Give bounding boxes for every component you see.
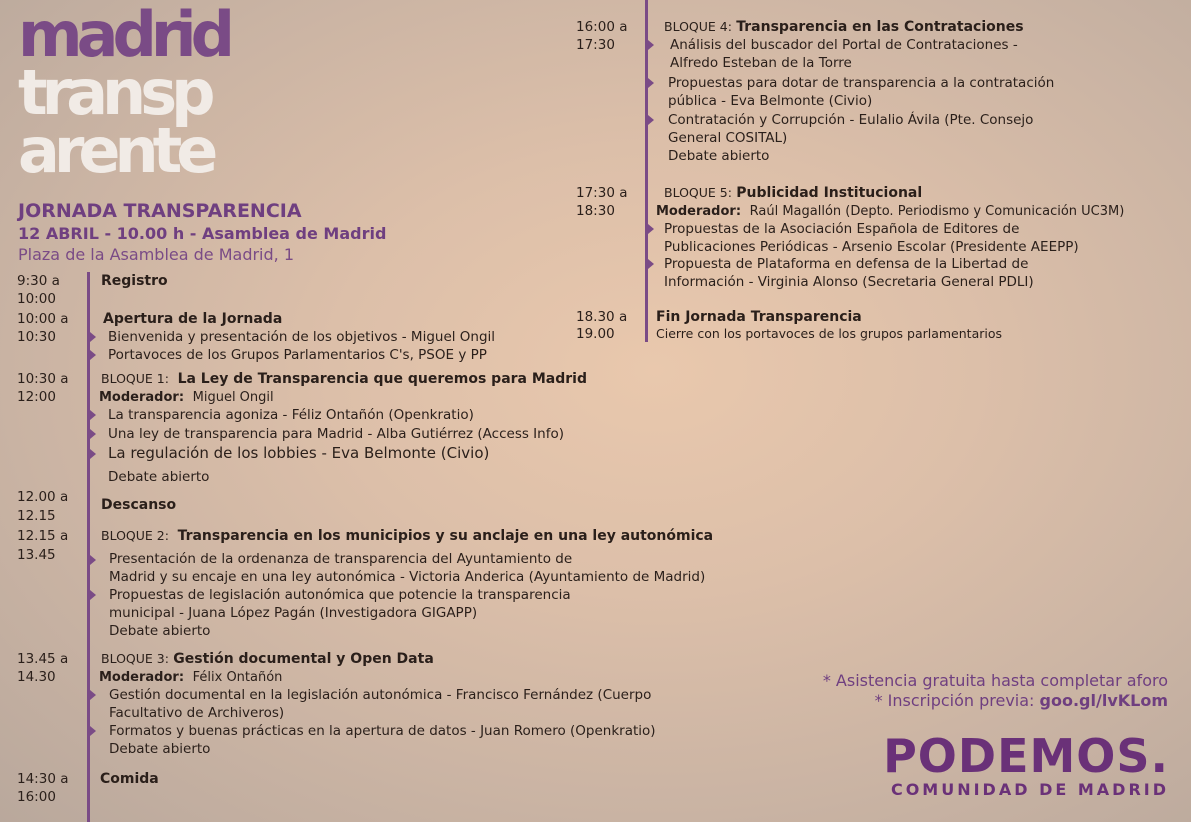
block-label: BLOQUE 5: <box>664 185 732 200</box>
bullet-icon <box>90 410 96 420</box>
time-start: 12.15 a <box>17 528 69 544</box>
time-start: 12.00 a <box>17 489 69 505</box>
brand-name: PODEMOS. <box>883 729 1169 783</box>
session-item: Debate abierto <box>109 741 211 757</box>
session-item: Propuestas para dotar de transparencia a la contratación <box>668 75 1055 91</box>
time-end: 10:30 <box>17 329 56 345</box>
time-end: 17:30 <box>576 37 615 53</box>
block-heading <box>101 370 587 388</box>
bullet-icon <box>90 350 96 360</box>
session-item: Facultativo de Archiveros) <box>109 705 285 721</box>
session-item: Propuesta de Plataforma en defensa de la Libertad de <box>664 256 1029 272</box>
session-item: Madrid y su encaje en una ley autonómica - Victoria Anderica (Ayuntamiento de Madrid) <box>109 569 706 585</box>
time-start: 10:00 a <box>17 311 69 327</box>
moderator-name: Raúl Magallón (Depto. Periodismo y Comunicación UC3M) <box>749 204 1125 219</box>
event-title: JORNADA TRANSPARENCIA <box>18 200 302 222</box>
time-start: 14:30 a <box>17 771 69 787</box>
session-item: Gestión documental en la legislación autonómica - Francisco Fernández (Cuerpo <box>109 687 652 703</box>
time-start: 17:30 a <box>576 185 628 201</box>
time-end: 10:00 <box>17 291 56 307</box>
brand-logo <box>883 729 1169 800</box>
session-item: Propuestas de la Asociación Española de Editores de <box>664 221 1020 237</box>
session-item: pública - Eva Belmonte (Civio) <box>668 93 873 109</box>
session-item: Alfredo Esteban de la Torre <box>670 55 852 71</box>
bullet-icon <box>90 555 96 565</box>
time-end: 19.00 <box>576 326 615 342</box>
note-registration <box>875 691 1168 710</box>
block-title: La Ley de Transparencia que queremos para Madrid <box>177 371 588 387</box>
session-item: Una ley de transparencia para Madrid - Alba Gutiérrez (Access Info) <box>108 426 565 442</box>
time-end: 18:30 <box>576 203 615 219</box>
session-title: Registro <box>101 273 168 289</box>
note-free-attendance: * Asistencia gratuita hasta completar aforo <box>822 671 1168 690</box>
session-item: Bienvenida y presentación de los objetivos - Miguel Ongil <box>108 329 496 345</box>
bullet-icon <box>90 726 96 736</box>
session-title: Comida <box>100 771 159 787</box>
bullet-icon <box>90 690 96 700</box>
block-title: Transparencia en las Contrataciones <box>736 19 1024 35</box>
event-date: 12 ABRIL - 10.00 h - Asamblea de Madrid <box>18 224 387 243</box>
session-title: Fin Jornada Transparencia <box>656 309 862 325</box>
block-title: Publicidad Institucional <box>736 185 923 201</box>
bullet-icon <box>90 429 96 439</box>
session-item: Presentación de la ordenanza de transparencia del Ayuntamiento de <box>109 551 573 567</box>
block-heading <box>664 18 1024 36</box>
moderator-line <box>99 668 282 687</box>
registration-link[interactable]: goo.gl/lvKLom <box>1039 691 1168 710</box>
session-item: La regulación de los lobbies - Eva Belmonte (Civio) <box>108 444 490 462</box>
event-logo <box>18 0 230 187</box>
block-label: BLOQUE 1: <box>101 371 169 386</box>
session-item: Propuestas de legislación autonómica que potencie la transparencia <box>109 587 571 603</box>
event-header <box>18 200 386 265</box>
time-start: 18.30 a <box>576 309 628 325</box>
moderator-label: Moderador: <box>656 204 742 219</box>
session-item: Cierre con los portavoces de los grupos parlamentarios <box>656 326 1002 341</box>
time-end: 12.15 <box>17 508 56 524</box>
time-end: 12:00 <box>17 389 56 405</box>
session-item: General COSITAL) <box>668 130 788 146</box>
logo-line-3: arente <box>18 114 213 187</box>
moderator-label: Moderador: <box>99 670 185 685</box>
brand-subtitle: COMUNIDAD DE MADRID <box>890 780 1169 799</box>
bullet-icon <box>90 590 96 600</box>
session-item: Debate abierto <box>668 148 770 164</box>
session-item: Información - Virginia Alonso (Secretaria General PDLI) <box>664 274 1034 290</box>
time-end: 13.45 <box>17 547 56 563</box>
session-title: Descanso <box>101 497 177 513</box>
time-end: 16:00 <box>17 789 56 805</box>
block-title: Transparencia en los municipios y su anclaje en una ley autonómica <box>177 528 714 544</box>
session-item: Debate abierto <box>109 623 211 639</box>
time-start: 13.45 a <box>17 651 69 667</box>
moderator-line <box>656 202 1124 221</box>
time-start: 10:30 a <box>17 371 69 387</box>
bullet-icon <box>90 332 96 342</box>
block-title: Gestión documental y Open Data <box>173 651 434 667</box>
moderator-line <box>99 388 274 407</box>
logo-line-1: madrid <box>18 0 230 71</box>
block-label: BLOQUE 2: <box>101 528 169 543</box>
moderator-name: Félix Ontañón <box>192 670 283 685</box>
event-place: Plaza de la Asamblea de Madrid, 1 <box>18 245 294 264</box>
session-item: Publicaciones Periódicas - Arsenio Escolar (Presidente AEEPP) <box>664 239 1079 255</box>
bullet-icon <box>648 224 654 234</box>
bullet-icon <box>90 449 96 459</box>
session-item: La transparencia agoniza - Féliz Ontañón (Openkratio) <box>108 407 474 423</box>
bullet-icon <box>648 40 654 50</box>
block-label: BLOQUE 4: <box>664 19 732 34</box>
session-item: municipal - Juana López Pagán (Investigadora GIGAPP) <box>109 605 478 621</box>
time-end: 14.30 <box>17 669 56 685</box>
note-registration-label: * Inscripción previa: <box>874 691 1040 710</box>
bullet-icon <box>648 115 654 125</box>
time-start: 16:00 a <box>576 19 628 35</box>
session-item: Análisis del buscador del Portal de Contrataciones - <box>670 37 1018 53</box>
block-heading <box>664 184 922 202</box>
time-start: 9:30 a <box>17 273 60 289</box>
session-title: Apertura de la Jornada <box>103 311 283 327</box>
session-item: Debate abierto <box>108 469 210 485</box>
moderator-name: Miguel Ongil <box>192 390 274 405</box>
block-label: BLOQUE 3: <box>101 651 169 666</box>
block-heading <box>101 527 713 545</box>
block-heading <box>101 650 434 668</box>
logo-line-2: transp <box>18 56 210 129</box>
session-item: Formatos y buenas prácticas en la apertura de datos - Juan Romero (Openkratio) <box>109 723 656 739</box>
session-item: Contratación y Corrupción - Eulalio Ávila (Pte. Consejo <box>668 112 1034 128</box>
bullet-icon <box>648 78 654 88</box>
moderator-label: Moderador: <box>99 390 185 405</box>
session-item: Portavoces de los Grupos Parlamentarios C's, PSOE y PP <box>108 347 487 363</box>
bullet-icon <box>648 259 654 269</box>
